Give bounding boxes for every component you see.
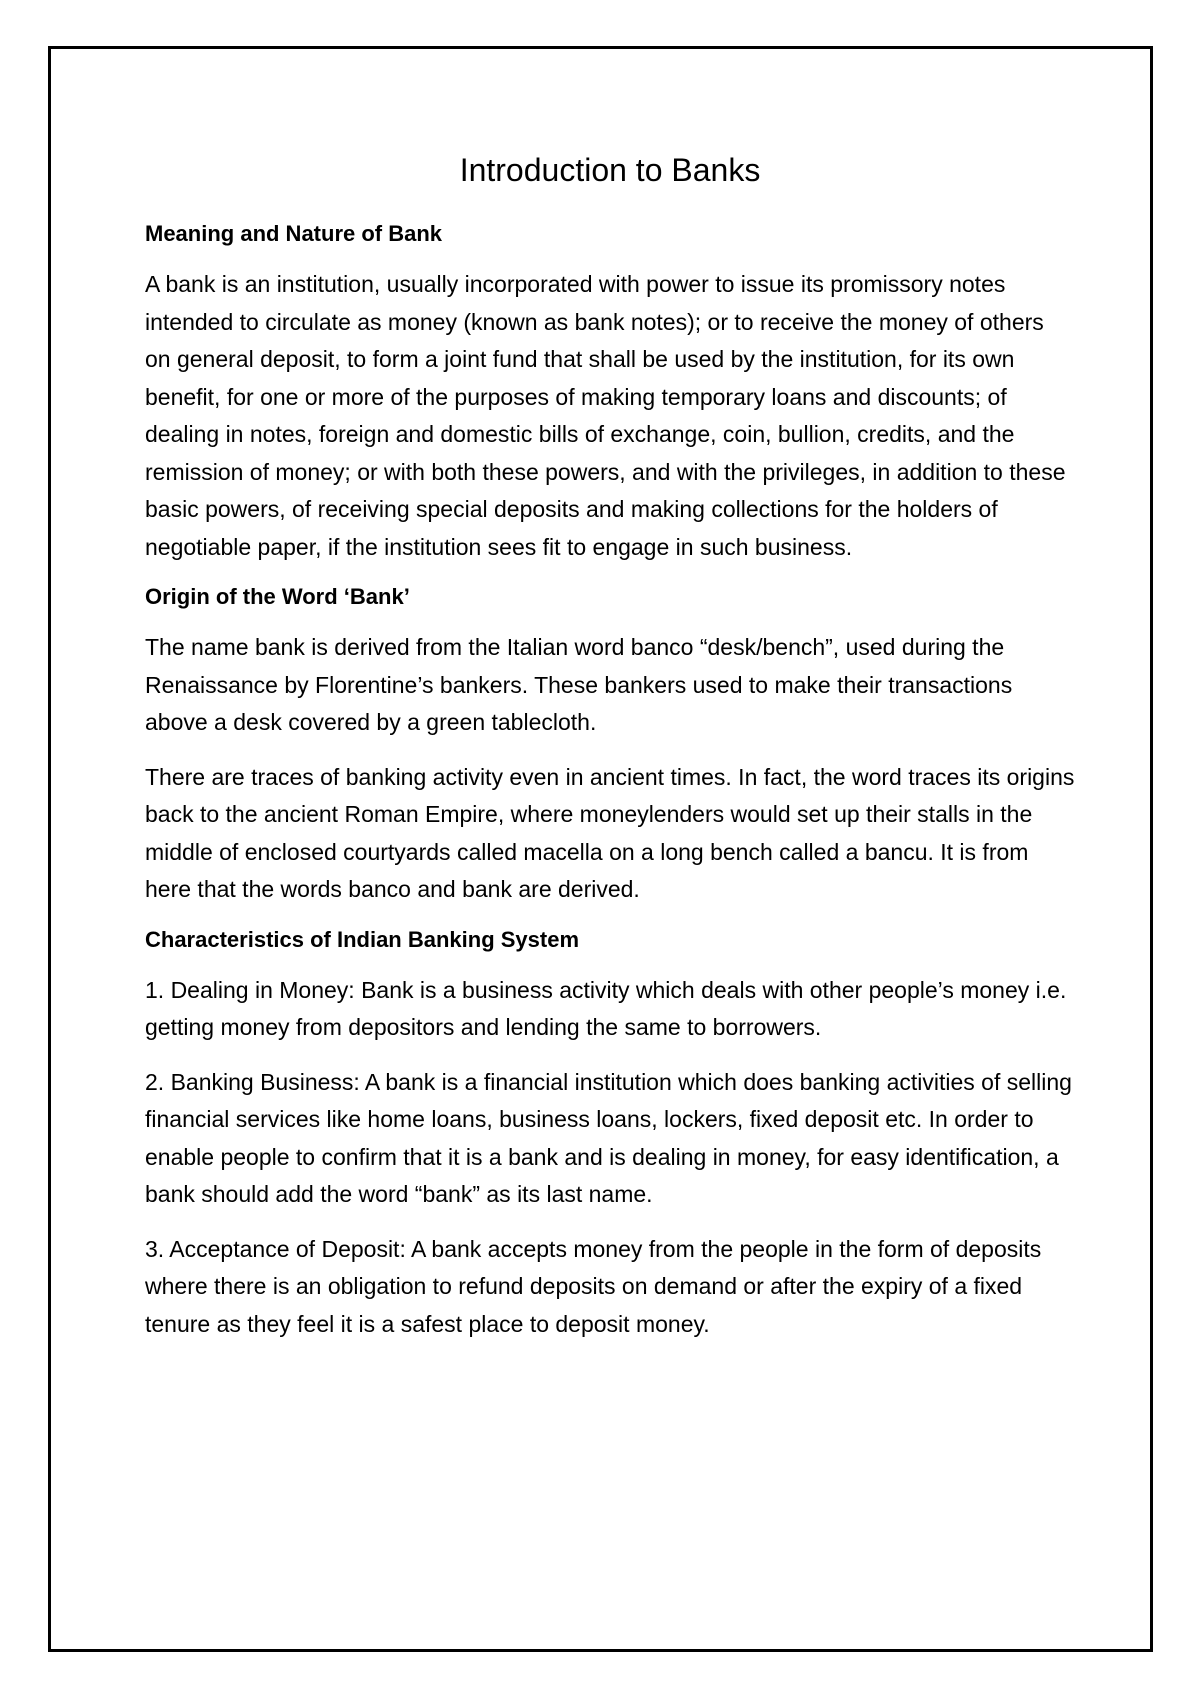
- section-heading-meaning: Meaning and Nature of Bank: [145, 221, 443, 246]
- section-heading-origin: Origin of the Word ‘Bank’: [145, 584, 410, 609]
- paragraph-meaning: A bank is an institution, usually incorporated with power to issue its promissory notes intended to circulate as money (known as bank notes); or to receive the money of others on general deposit, to form a joint fund that shall be used by the institution, for its own benefit, for one or more of the purposes of making temporary loans and discounts; of dealing in notes, foreign and domestic bills of exchange, coin, bullion, credits, and the remission of money; or with both these powers, and with the privileges, in addition to these basic powers, of receiving special deposits and making collections for the holders of negotiable paper, if the institution sees fit to engage in such business.: [145, 271, 1066, 560]
- document-body: [145, 150, 1075, 1360]
- list-item-dealing-in-money: 1. Dealing in Money: Bank is a business activity which deals with other people’s money i.e. getting money from depositors and lending the same to borrowers.: [145, 976, 1067, 1040]
- list-item-banking-business: 2. Banking Business: A bank is a financial institution which does banking activities of selling financial services like home loans, business loans, lockers, fixed deposit etc. In order to enable people to confirm that it is a bank and is dealing in money, for easy identification, a bank should add the word “bank” as its last name.: [145, 1068, 1072, 1207]
- paragraph-origin-1: The name bank is derived from the Italian word banco “desk/bench”, used during the Renaissance by Florentine’s bankers. These bankers used to make their transactions above a desk covered by a green tablecloth.: [145, 634, 1013, 735]
- document-title: Introduction to Banks: [459, 152, 761, 188]
- paragraph-origin-2: There are traces of banking activity even in ancient times. In fact, the word traces its origins back to the ancient Roman Empire, where moneylenders would set up their stalls in the middle of enclosed courtyards called macella on a long bench called a bancu. It is from here that the words banco and bank are derived.: [145, 763, 1075, 902]
- section-heading-characteristics: Characteristics of Indian Banking System: [145, 926, 580, 952]
- list-item-acceptance-of-deposit: 3. Acceptance of Deposit: A bank accepts money from the people in the form of deposits where there is an obligation to refund deposits on demand or after the expiry of a fixed tenure as they feel it is a safest place to deposit money.: [145, 1235, 1042, 1337]
